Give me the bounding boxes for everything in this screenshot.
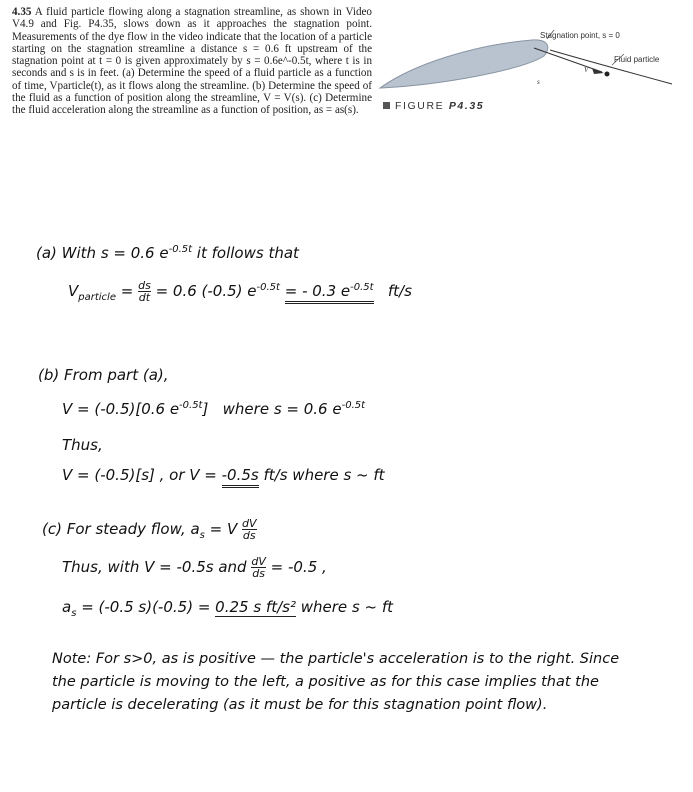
stagnation-label: Stagnation point, s = 0	[540, 31, 620, 40]
solution-a-line2: $V_{particle}$ = $\frac{ds}{dt}$ = 0.6 (-0.5) $e^{-0.5t}$ = - 0.3 $e^{-0.5t}$ ft/s	[68, 279, 412, 304]
solution-a-line1: (a) With s = 0.6 $e^{-0.5t}$ it follows that	[36, 244, 299, 262]
s-label: s	[537, 78, 540, 86]
solution-b-line2: V = (-0.5)[0.6 $e^{-0.5t}$] where s = 0.6 $e^{-0.5t}$	[62, 400, 366, 418]
fluid-particle-dot	[605, 72, 610, 77]
solution-c-line2: Thus, with V = -0.5s and $\frac{dV}{ds}$ = -0.5 ,	[62, 555, 327, 580]
figure-caption	[383, 100, 484, 112]
particle-label: Fluid particle	[614, 55, 660, 64]
s-arrow	[534, 48, 602, 72]
problem-text: A fluid particle flowing along a stagnation streamline, as shown in Video V4.9 and Fig. P4.35, slows down as it approaches the stagnation point. Measurements of the dye flow in the video indicate that the location of a particle starting on the stagnation streamline a distance s = 0.6 ft upstream of the stagnation point at t = 0 is given approximately by s = 0.6e^-0.5t, where t is in seconds and s is in feet. (a) Determine the speed of a fluid particle as a function of time, Vparticle(t), as it flows along the streamline. (b) Determine the speed of the fluid as a function of position along the streamline, V = V(s). (c) Determine the fluid acceleration along the streamline as a function of position, as = as(s).	[12, 6, 372, 117]
solution-c-line3: $a_s = (-0.5$ s)(-0.5) = 0.25 s ft/s² where s ~ ft	[62, 598, 393, 619]
problem-statement	[12, 6, 372, 117]
v-arrowhead	[592, 68, 604, 74]
airfoil-shape	[380, 40, 548, 88]
stagnation-figure	[372, 10, 682, 100]
problem-number: 4.35	[12, 6, 32, 18]
caption-square-icon	[383, 102, 390, 109]
caption-number: P4.35	[448, 100, 485, 112]
solution-b-line3: Thus,	[62, 436, 103, 454]
v-label: V	[584, 66, 589, 74]
solution-c-line1: (c) For steady flow, $a_s = V$ $\frac{dV}{ds}$	[42, 517, 257, 542]
solution-b-line1: (b) From part (a),	[38, 366, 169, 384]
solution-b-line4: V = (-0.5)[s] , or V = -0.5s ft/s where s ~ ft	[62, 466, 385, 484]
caption-prefix: FIGURE	[395, 100, 445, 112]
solution-note: Note: For s>0, as is positive — the particle's acceleration is to the right. Since the particle is moving to the left, a positive as for this case implies that the particle is decelerating (as it must be for this stagnation point flow).	[52, 651, 620, 713]
